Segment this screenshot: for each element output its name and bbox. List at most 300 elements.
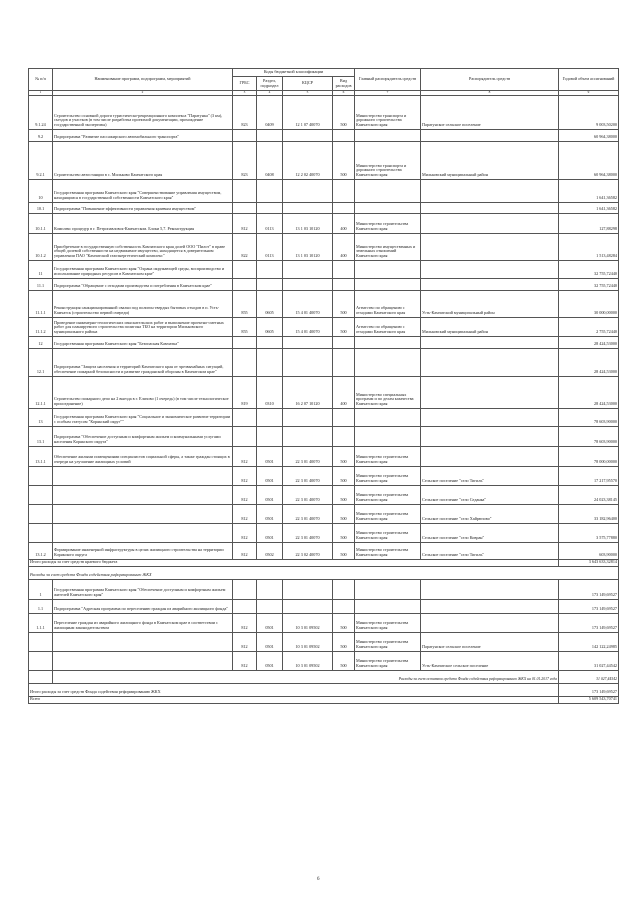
cell-main-manager: Министерство строительства Камчатского края (355, 504, 421, 523)
table-row (29, 141, 619, 179)
cell-num: 1 (29, 579, 53, 599)
cell-razdel (257, 348, 283, 376)
total-row (29, 683, 619, 696)
table-row (29, 579, 619, 599)
cell-num (29, 632, 53, 651)
cell-manager: Паратунское сельское поселение (421, 632, 559, 651)
cell-grbs (233, 348, 257, 376)
cell-name: Проведение инженерно-геологических изыскательских работ и выполнение проектно-сметных работ для планируемого строительства полигона ТБО на территории Мильковского муниципального района (53, 317, 233, 336)
cell-manager: Сельское поселение "село Тигиль" (421, 542, 559, 559)
cell-kcsr (283, 278, 333, 290)
cell-name: Государственная программа Камчатского края "Безопасная Камчатка" (53, 336, 233, 348)
cell-grbs (233, 599, 257, 613)
cell-main-manager (355, 408, 421, 426)
cell-num (29, 651, 53, 670)
colnum: 4 (257, 91, 283, 96)
cell-volume: 28 424,53000 (559, 376, 619, 408)
table-row (29, 613, 619, 632)
cell-num: 1.1 (29, 599, 53, 613)
cell-kcsr: 22 3 01 40070 (283, 485, 333, 504)
cell-kcsr (283, 426, 333, 446)
header-vid: Вид расходов (333, 77, 355, 91)
cell-volume: 127,88298 (559, 213, 619, 233)
cell-manager: Сельское поселение "село Тигиль" (421, 466, 559, 485)
cell-kcsr (283, 129, 333, 141)
table-row (29, 446, 619, 466)
cell-razdel: 0310 (257, 376, 283, 408)
cell-kcsr: 16 2 07 10120 (283, 376, 333, 408)
header-num: № п/п (29, 69, 53, 91)
cell-volume: 173 149,69527 (559, 579, 619, 599)
cell-volume: 17 217,95570 (559, 466, 619, 485)
cell-volume: 60 964,38000 (559, 141, 619, 179)
cell-vid: 500 (333, 141, 355, 179)
cell-razdel (257, 202, 283, 213)
cell-main-manager: Министерство транспорта и дорожного строительства Камчатского края (355, 141, 421, 179)
cell-name: Подпрограмма "Адресная программа по переселению граждан из аварийного жилищного фонда" (53, 599, 233, 613)
cell-kcsr (283, 408, 333, 426)
header-main-manager: Главный распорядитель средств (355, 69, 421, 91)
cell-name: Строительство автостанции в с. Мильково Камчатского края (53, 141, 233, 179)
cell-grbs (233, 408, 257, 426)
cell-vid: 400 (333, 376, 355, 408)
cell-name: Строительство пожарного депо на 2 выезда в г. Елизово (1 очередь) (в том числе технологическое присоединение) (53, 376, 233, 408)
cell-kcsr (283, 348, 333, 376)
cell-kcsr: 13 1 03 10120 (283, 233, 333, 260)
cell-main-manager (355, 179, 421, 202)
cell-num: 10.1.2 (29, 233, 53, 260)
cell-volume: 24 023,38145 (559, 485, 619, 504)
cell-vid (333, 129, 355, 141)
cell-vid (333, 426, 355, 446)
table-row (29, 408, 619, 426)
cell-volume: 28 424,53000 (559, 336, 619, 348)
cell-name (53, 632, 233, 651)
cell-kcsr: 22 3 01 40070 (283, 466, 333, 485)
cell-razdel: 0408 (257, 141, 283, 179)
table-row (29, 202, 619, 213)
cell-grbs: 812 (233, 632, 257, 651)
cell-vid: 400 (333, 233, 355, 260)
cell-name: Подпрограмма "Обеспечение доступным и комфортным жильем и коммунальными услугами населения Корякского округа" (53, 426, 233, 446)
colnum: 1 (29, 91, 53, 96)
cell-razdel: 0502 (257, 542, 283, 559)
section-row (29, 566, 619, 579)
cell-main-manager: Министерство строительства Камчатского края (355, 651, 421, 670)
cell-num: 1.1.1 (29, 613, 53, 632)
cell-razdel: 0409 (257, 95, 283, 129)
cell-name: Государственная программа Камчатского края "Охрана окружающей среды, воспроизводство и использование природных ресурсов в Камчатском крае" (53, 260, 233, 278)
cell-grbs: 823 (233, 95, 257, 129)
cell-grbs: 823 (233, 141, 257, 179)
cell-manager: Мильковский муниципальный район (421, 317, 559, 336)
note-empty (29, 670, 53, 683)
cell-manager: Усть-Камчатское сельское поселение (421, 651, 559, 670)
cell-volume: 142 122,24985 (559, 632, 619, 651)
cell-grbs: 812 (233, 613, 257, 632)
cell-volume: 173 149,69527 (559, 613, 619, 632)
cell-num: 9.1.24 (29, 95, 53, 129)
cell-main-manager (355, 336, 421, 348)
budget-table (28, 68, 619, 704)
total-label: Итого расходы за счет средств Фонда содействия реформированию ЖКХ (29, 683, 559, 696)
cell-manager (421, 426, 559, 446)
cell-num: 12.1 (29, 348, 53, 376)
table-row (29, 278, 619, 290)
cell-manager: Сельское поселение "село Ковран" (421, 523, 559, 542)
cell-main-manager: Министерство строительства Камчатского края (355, 466, 421, 485)
cell-volume: 32 755,72440 (559, 278, 619, 290)
cell-kcsr (283, 336, 333, 348)
cell-name: Реконструкция санкционированной свалки под полигон твердых бытовых отходов в п. Усть-Камчатск (строительство первой очереди) (53, 290, 233, 317)
cell-name: Строительство основной дороги туристическо-рекреационного комплекса "Паратунка" (3 км), съездов и участков (в том числе разработка проектной документации, прохождение государственной экспертизы) (53, 95, 233, 129)
cell-grbs (233, 129, 257, 141)
cell-grbs: 819 (233, 376, 257, 408)
cell-razdel: 0113 (257, 233, 283, 260)
table-row (29, 426, 619, 446)
colnum: 9 (559, 91, 619, 96)
cell-manager (421, 202, 559, 213)
cell-razdel: 0501 (257, 523, 283, 542)
cell-name: Формирование инженерной инфраструктуры в целях жилищного строительства на территории Корякского округа (53, 542, 233, 559)
cell-kcsr: 22 3 01 40070 (283, 523, 333, 542)
table-row (29, 95, 619, 129)
cell-vid (333, 336, 355, 348)
table-row (29, 233, 619, 260)
cell-name: Обеспечение жилыми помещениями специалистов социальной сферы, а также граждан стоящих в очереди на улучшение жилищных условий (53, 446, 233, 466)
cell-main-manager (355, 348, 421, 376)
page-number: 6 (317, 877, 320, 882)
cell-num (29, 485, 53, 504)
note-row (29, 670, 619, 683)
cell-main-manager: Агентство по обращению с отходами Камчатского края (355, 317, 421, 336)
cell-kcsr: 22 3 01 40070 (283, 446, 333, 466)
total-row (29, 696, 619, 703)
cell-num: 9.2 (29, 129, 53, 141)
cell-grbs: 812 (233, 523, 257, 542)
cell-num: 12.1.1 (29, 376, 53, 408)
cell-num: 13.1.1 (29, 446, 53, 466)
note-label: Расходы за счет остатков средств Фонда содействия реформированию ЖКХ на 01.01.2017 года (53, 670, 559, 683)
cell-num: 11.1 (29, 278, 53, 290)
cell-volume: 9 003,50200 (559, 95, 619, 129)
cell-volume: 1 641,36582 (559, 202, 619, 213)
cell-name: Приобретение в государственную собственность Камчатского края долей ООО "Пилот" в праве общей долевой собственности на недвижимое имущество, находящееся в доверительном управлении ПАО "Камчатский газоэнергетический комплекс" (53, 233, 233, 260)
cell-kcsr: 10 3 01 09502 (283, 632, 333, 651)
cell-grbs: 812 (233, 466, 257, 485)
cell-grbs: 812 (233, 504, 257, 523)
cell-kcsr (283, 599, 333, 613)
cell-num: 9.2.1 (29, 141, 53, 179)
cell-razdel: 0501 (257, 651, 283, 670)
cell-volume: 78 000,00000 (559, 446, 619, 466)
cell-grbs: 855 (233, 317, 257, 336)
cell-name (53, 651, 233, 670)
cell-razdel (257, 179, 283, 202)
cell-num: 13.1 (29, 426, 53, 446)
cell-grbs (233, 179, 257, 202)
cell-razdel (257, 260, 283, 278)
cell-manager: Усть-Камчатский муниципальный район (421, 290, 559, 317)
cell-main-manager: Агентство по обращению с отходами Камчатского края (355, 290, 421, 317)
cell-manager (421, 599, 559, 613)
cell-main-manager (355, 129, 421, 141)
cell-razdel (257, 336, 283, 348)
cell-volume: 78 603,90000 (559, 426, 619, 446)
cell-kcsr: 13 1 03 10120 (283, 213, 333, 233)
cell-vid: 500 (333, 446, 355, 466)
cell-razdel (257, 408, 283, 426)
cell-grbs: 812 (233, 542, 257, 559)
cell-num: 13.1.2 (29, 542, 53, 559)
cell-main-manager: Министерство строительства Камчатского края (355, 523, 421, 542)
cell-razdel: 0501 (257, 446, 283, 466)
cell-vid: 500 (333, 632, 355, 651)
total-volume: 3 643 633,32814 (559, 559, 619, 566)
header-codes-group: Коды бюджетной классификации (233, 69, 355, 77)
cell-grbs: 812 (233, 446, 257, 466)
total-volume: 173 149,69527 (559, 683, 619, 696)
cell-vid: 500 (333, 485, 355, 504)
cell-volume: 30 000,00000 (559, 290, 619, 317)
cell-grbs: 822 (233, 233, 257, 260)
cell-razdel: 0501 (257, 632, 283, 651)
cell-manager (421, 278, 559, 290)
cell-volume: 1 641,36582 (559, 179, 619, 202)
cell-manager (421, 348, 559, 376)
cell-name: Подпрограмма "Повышение эффективности управления краевым имуществом" (53, 202, 233, 213)
table-row (29, 485, 619, 504)
table-row (29, 376, 619, 408)
cell-vid: 500 (333, 317, 355, 336)
table-row (29, 523, 619, 542)
cell-kcsr: 15 4 01 40070 (283, 290, 333, 317)
cell-num: 10 (29, 179, 53, 202)
cell-main-manager: Министерство строительства Камчатского края (355, 485, 421, 504)
cell-grbs (233, 202, 257, 213)
header-kcsr: КЦСР (283, 77, 333, 91)
cell-name: Государственная программа Камчатского края "Социальное и экономическое развитие территории с особым статусом "Корякский округ"" (53, 408, 233, 426)
cell-volume: 603,90000 (559, 542, 619, 559)
cell-manager (421, 336, 559, 348)
cell-main-manager: Министерство строительства Камчатского края (355, 446, 421, 466)
cell-vid (333, 579, 355, 599)
table-row (29, 260, 619, 278)
colnum: 5 (283, 91, 333, 96)
table-row (29, 213, 619, 233)
colnum: 8 (421, 91, 559, 96)
cell-name (53, 485, 233, 504)
header-volume: Годовой объем ассигнований (559, 69, 619, 91)
table-body (29, 95, 619, 703)
cell-main-manager: Министерство строительства Камчатского края (355, 542, 421, 559)
table-row (29, 317, 619, 336)
table-row (29, 179, 619, 202)
cell-num: 13 (29, 408, 53, 426)
total-label: Итого расходы за счет средств краевого бюджета (29, 559, 559, 566)
cell-manager: Мильковский муниципальный район (421, 141, 559, 179)
cell-num (29, 504, 53, 523)
cell-manager (421, 408, 559, 426)
cell-main-manager (355, 202, 421, 213)
total-label: Всего (29, 696, 559, 703)
cell-main-manager (355, 426, 421, 446)
cell-grbs: 812 (233, 485, 257, 504)
cell-vid (333, 599, 355, 613)
cell-vid: 500 (333, 504, 355, 523)
cell-num: 11.1.1 (29, 290, 53, 317)
cell-num: 10.1 (29, 202, 53, 213)
cell-volume: 60 964,38000 (559, 129, 619, 141)
cell-volume: 1 513,48284 (559, 233, 619, 260)
cell-vid (333, 278, 355, 290)
colnum: 7 (355, 91, 421, 96)
cell-name: Подпрограмма "Обращение с отходами производства и потребления в Камчатском крае" (53, 278, 233, 290)
cell-grbs: 855 (233, 290, 257, 317)
document-page (28, 68, 618, 704)
cell-kcsr: 10 3 01 09502 (283, 651, 333, 670)
cell-grbs: 812 (233, 651, 257, 670)
cell-name: Переселение граждан из аварийного жилищного фонда в Камчатском крае в соответствии с жилищным законодательством (53, 613, 233, 632)
cell-kcsr (283, 579, 333, 599)
colnum: 6 (333, 91, 355, 96)
table-row (29, 542, 619, 559)
cell-grbs (233, 426, 257, 446)
cell-main-manager: Министерство специальных программ и по делам казачества Камчатского края (355, 376, 421, 408)
cell-grbs (233, 260, 257, 278)
cell-volume: 33 182,96400 (559, 504, 619, 523)
header-razdel: Раздел, подраздел (257, 77, 283, 91)
cell-manager (421, 613, 559, 632)
cell-name (53, 466, 233, 485)
cell-volume: 28 424,53000 (559, 348, 619, 376)
cell-main-manager (355, 599, 421, 613)
cell-manager (421, 179, 559, 202)
cell-vid: 500 (333, 613, 355, 632)
cell-manager: Сельское поселение "село Хайрюзово" (421, 504, 559, 523)
cell-volume: 78 603,90000 (559, 408, 619, 426)
section-label: Расходы за счет средств Фонда содействия реформированию ЖКХ (29, 566, 619, 579)
cell-vid (333, 408, 355, 426)
cell-num (29, 523, 53, 542)
cell-num: 12 (29, 336, 53, 348)
cell-manager (421, 129, 559, 141)
cell-vid: 400 (333, 213, 355, 233)
cell-manager: Сельское поселение "село Седанка" (421, 485, 559, 504)
cell-kcsr: 15 4 01 40070 (283, 317, 333, 336)
cell-name (53, 523, 233, 542)
cell-name: Государственная программа Камчатского края "Обеспечение доступным и комфортным жильем жителей Камчатского края" (53, 579, 233, 599)
cell-vid (333, 348, 355, 376)
cell-vid (333, 260, 355, 278)
cell-razdel (257, 129, 283, 141)
cell-name: Государственная программа Камчатского края "Совершенствование управления имуществом, находящимся в государственной собственности Камчатского края" (53, 179, 233, 202)
cell-num: 11.1.2 (29, 317, 53, 336)
cell-volume: 173 149,69527 (559, 599, 619, 613)
cell-manager (421, 376, 559, 408)
cell-num: 10.1.1 (29, 213, 53, 233)
table-row (29, 290, 619, 317)
cell-razdel: 0501 (257, 613, 283, 632)
cell-main-manager (355, 278, 421, 290)
cell-main-manager: Министерство строительства Камчатского края (355, 213, 421, 233)
cell-volume: 2 755,72440 (559, 317, 619, 336)
cell-manager: Паратунское сельское поселение (421, 95, 559, 129)
cell-vid: 500 (333, 651, 355, 670)
colnum: 2 (53, 91, 233, 96)
cell-razdel (257, 278, 283, 290)
cell-razdel: 0501 (257, 504, 283, 523)
cell-vid: 500 (333, 290, 355, 317)
cell-kcsr: 22 3 02 40070 (283, 542, 333, 559)
cell-main-manager: Министерство имущественных и земельных отношений Камчатского края (355, 233, 421, 260)
cell-volume: 3 575,77880 (559, 523, 619, 542)
cell-main-manager: Министерство строительства Камчатского края (355, 613, 421, 632)
cell-grbs (233, 336, 257, 348)
cell-main-manager: Министерство транспорта и дорожного строительства Камчатского края (355, 95, 421, 129)
cell-main-manager (355, 260, 421, 278)
table-row (29, 466, 619, 485)
cell-vid: 500 (333, 95, 355, 129)
cell-razdel (257, 579, 283, 599)
cell-razdel: 0501 (257, 466, 283, 485)
cell-kcsr: 12 1 07 40070 (283, 95, 333, 129)
cell-grbs (233, 278, 257, 290)
cell-volume: 32 755,72440 (559, 260, 619, 278)
cell-kcsr (283, 179, 333, 202)
cell-main-manager (355, 579, 421, 599)
table-row (29, 504, 619, 523)
cell-volume: 31 027,44542 (559, 651, 619, 670)
header-grbs: ГРБС (233, 77, 257, 91)
cell-razdel: 0501 (257, 485, 283, 504)
table-row (29, 632, 619, 651)
table-row (29, 651, 619, 670)
cell-razdel (257, 426, 283, 446)
table-row (29, 348, 619, 376)
cell-razdel: 0113 (257, 213, 283, 233)
cell-vid: 500 (333, 466, 355, 485)
cell-manager (421, 446, 559, 466)
cell-kcsr: 22 3 01 40070 (283, 504, 333, 523)
cell-name (53, 504, 233, 523)
cell-kcsr: 12 2 02 40070 (283, 141, 333, 179)
table-row (29, 599, 619, 613)
cell-kcsr: 10 3 01 09502 (283, 613, 333, 632)
cell-manager (421, 579, 559, 599)
cell-razdel (257, 599, 283, 613)
total-volume: 5 609 543,70741 (559, 696, 619, 703)
cell-manager (421, 260, 559, 278)
cell-vid (333, 179, 355, 202)
cell-name: Комплекс процедур в г. Петропавловск-Камчатском. Блоки 5,7. Реконструкция (53, 213, 233, 233)
cell-vid: 500 (333, 523, 355, 542)
cell-kcsr (283, 202, 333, 213)
cell-vid: 500 (333, 542, 355, 559)
header-name: Наименование программ, подпрограмм, мероприятий (53, 69, 233, 91)
cell-name: Подпрограмма "Защита населения и территорий Камчатского края от чрезвычайных ситуаций, обеспечение пожарной безопасности и развитие гражданской обороны в Камчатском крае" (53, 348, 233, 376)
cell-manager (421, 233, 559, 260)
total-row (29, 559, 619, 566)
table-row (29, 336, 619, 348)
cell-num: 11 (29, 260, 53, 278)
cell-grbs: 812 (233, 213, 257, 233)
cell-name: Подпрограмма "Развитие пассажирского автомобильного транспорта" (53, 129, 233, 141)
cell-vid (333, 202, 355, 213)
cell-main-manager: Министерство строительства Камчатского края (355, 632, 421, 651)
cell-num (29, 466, 53, 485)
header-manager: Распорядитель средств (421, 69, 559, 91)
